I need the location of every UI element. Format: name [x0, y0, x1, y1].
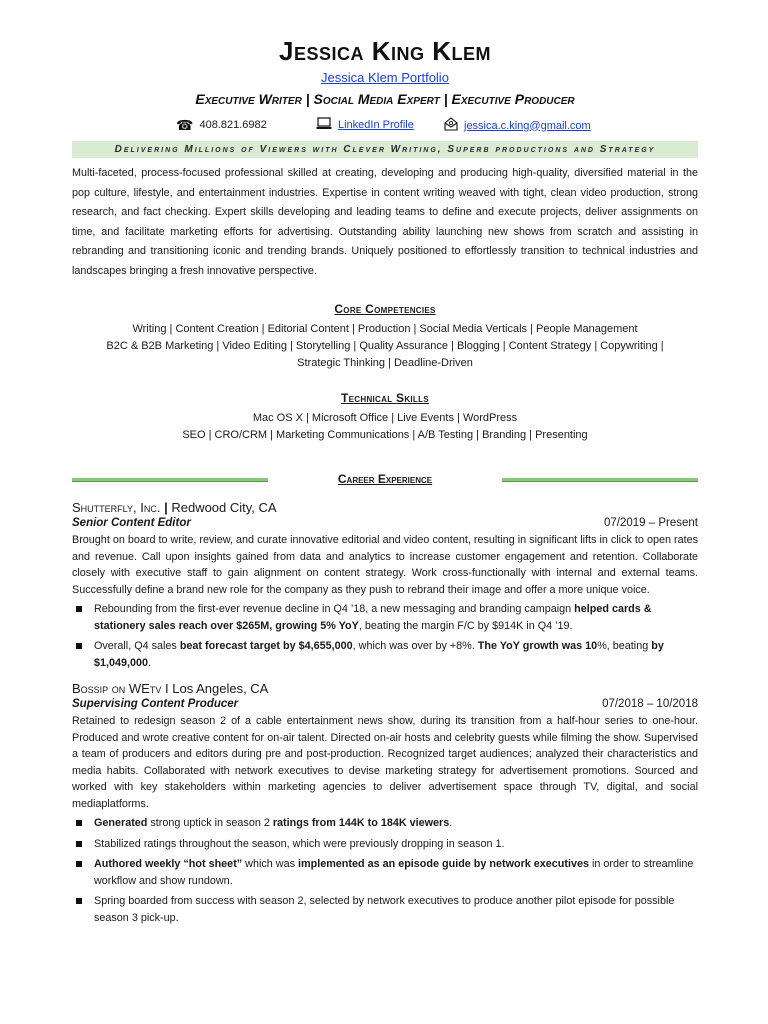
achievement-highlight: Generated: [94, 817, 148, 829]
achievement-text: Spring boarded from success with season 2, selected by network executives to produce another pilot episode for possible season 3 pick-up.: [94, 895, 675, 924]
achievement-text: Stabilized ratings throughout the season, which were previously dropping in season 1.: [94, 837, 505, 850]
candidate-name: Jessica King Klem: [279, 36, 491, 66]
achievement-text: Overall, Q4 sales: [94, 640, 180, 652]
company-separator: |: [164, 500, 168, 515]
role-row: [72, 697, 698, 712]
achievement-text: strong uptick in season 2: [147, 817, 273, 829]
technical-skills-heading: Technical Skills: [341, 391, 429, 405]
career-experience-heading: Career Experience: [337, 472, 433, 486]
job-description: Retained to redesign season 2 of a cable entertainment news show, during its transition from a half-hour series to one-hour. Produced and wrote creative content for on-air talent. Directed on-air hosts and celebrity guests while filming the show. Supervised a team of producers and editors during pre and post-production. Recognized target audiences; analyzed their characteristics and media habits. Collaborated with network executives to devise marketing strategy for advertisement promotions. Sourced and worked with key stakeholders within marketing agencies to deliver advertisement space through TV, digital, and social mediaplatforms.: [72, 715, 698, 810]
achievement-highlight: The YoY growth was 10: [477, 640, 598, 652]
achievement-text: , which was over by +8%.: [352, 640, 478, 652]
achievement-highlight: helped cards & stationery sales reach over $265M, growing 5% YoY: [94, 603, 652, 632]
portfolio-line: [72, 70, 698, 86]
competency-line: Writing | Content Creation | Editorial Content | Production | Social Media Verticals | People Management: [132, 323, 638, 335]
title-social-media-expert: Social Media Expert: [313, 91, 440, 107]
achievement-text: Rebounding from the first-ever revenue decline in Q4 ’18, a new messaging and branding campaign: [94, 603, 575, 615]
professional-titles: [72, 90, 698, 108]
job-dates: 07/2019 – Present: [604, 517, 698, 529]
achievement-list: [72, 601, 698, 671]
achievement-item: [72, 638, 698, 671]
telephone-icon: ☎: [176, 117, 194, 133]
job-shutterfly: [72, 500, 698, 671]
achievement-text: %, beating: [597, 640, 652, 652]
skills-line: SEO | CRO/CRM | Marketing Communications | A/B Testing | Branding | Presenting: [182, 429, 588, 441]
job-bossip-wetv: [72, 681, 698, 926]
achievement-list: [72, 815, 698, 926]
contact-info: [72, 117, 698, 133]
achievement-item: [72, 836, 698, 853]
achievement-highlight: by $1,049,000: [94, 640, 664, 669]
achievement-text: in order to streamline workflow and show rundown.: [94, 858, 694, 887]
achievement-item: [72, 893, 698, 926]
competency-line: Strategic Thinking | Deadline-Driven: [297, 357, 473, 369]
linkedin-link[interactable]: LinkedIn Profile: [338, 119, 414, 131]
title-separator: |: [443, 91, 448, 107]
achievement-highlight: Authored weekly “hot sheet”: [94, 858, 243, 870]
title-separator: |: [305, 91, 310, 107]
title-executive-writer: Executive Writer: [195, 91, 302, 107]
linkedin-item: [316, 117, 414, 133]
company-name: Shutterfly, Inc.: [72, 500, 161, 515]
mail-icon: [444, 117, 458, 134]
company-location: Redwood City, CA: [171, 500, 277, 515]
company-location: Los Angeles, CA: [172, 681, 269, 696]
career-experience-header: [72, 470, 698, 488]
title-executive-producer: Executive Producer: [451, 91, 575, 107]
company-separator: I: [164, 681, 169, 696]
tagline-banner: Delivering Millions of Viewers with Clever Writing, Superb productions and Strategy: [72, 141, 698, 158]
job-title: Supervising Content Producer: [72, 698, 239, 710]
job-description: Brought on board to write, review, and curate innovative editorial and video content, resulting in significant lifts in click to open rates and revenue. Call upon insights gained from data and analytics to increase customer engagement and retention. Collaborate closely with executive staff to gain alignment on content strategy. Work cross-functionally with internal and external teams. Successfully define a brand new role for the company as they push to rebrand their image and offer a more unique voice.: [72, 534, 698, 596]
achievement-text: .: [449, 817, 453, 829]
core-competencies-list: [72, 321, 698, 372]
achievement-item: [72, 815, 698, 832]
resume-page: [72, 36, 698, 930]
competency-line: B2C & B2B Marketing | Video Editing | Storytelling | Quality Assurance | Blogging | Content Strategy | Copywriting |: [106, 340, 664, 352]
skills-line: Mac OS X | Microsoft Office | Live Events | WordPress: [252, 412, 518, 424]
job-title: Senior Content Editor: [72, 517, 191, 529]
core-competencies-heading: Core Competencies: [334, 302, 436, 316]
company-line: [72, 681, 698, 697]
computer-icon: [316, 117, 332, 133]
email-link[interactable]: jessica.c.king@gmail.com: [464, 119, 591, 132]
achievement-item: [72, 601, 698, 634]
job-dates: 07/2018 – 10/2018: [602, 698, 698, 710]
phone-item: [176, 117, 267, 133]
achievement-text: which was: [242, 858, 298, 870]
technical-skills-list: [72, 410, 698, 444]
achievement-text: .: [148, 656, 152, 669]
company-name: Bossip on WEtv: [72, 681, 162, 696]
achievement-item: [72, 856, 698, 889]
achievement-text: , beating the margin F/C by $914K in Q4 ’19.: [358, 619, 573, 632]
email-item: [444, 117, 591, 134]
phone-number: 408.821.6982: [199, 119, 267, 131]
company-line: [72, 500, 698, 516]
role-row: [72, 516, 698, 531]
divider-rule: [502, 478, 698, 482]
achievement-highlight: beat forecast target by $4,655,000: [179, 640, 353, 652]
portfolio-link[interactable]: Jessica Klem Portfolio: [321, 70, 449, 85]
professional-summary: Multi-faceted, process-focused professional skilled at creating, developing and producing high-quality, diversified material in the pop culture, lifestyle, and entertainment industries. Expertise in content writing weaved with tight, clean video production, strong research, and fact checking. Expert skills developing and leading teams to define and execute projects, deliver assignments on time, and facilitate marketing efforts for advertising. Outstanding ability launching new shows from scratch and assisting in rebranding and transitioning iconic and trending brands. Uniquely positioned to effortlessly transition to technical industries and landscapes bringing a fresh innovative perspective.: [72, 167, 698, 277]
achievement-highlight: ratings from 144K to 184K viewers: [272, 817, 450, 829]
achievement-highlight: implemented as an episode guide by network executives: [298, 858, 590, 870]
